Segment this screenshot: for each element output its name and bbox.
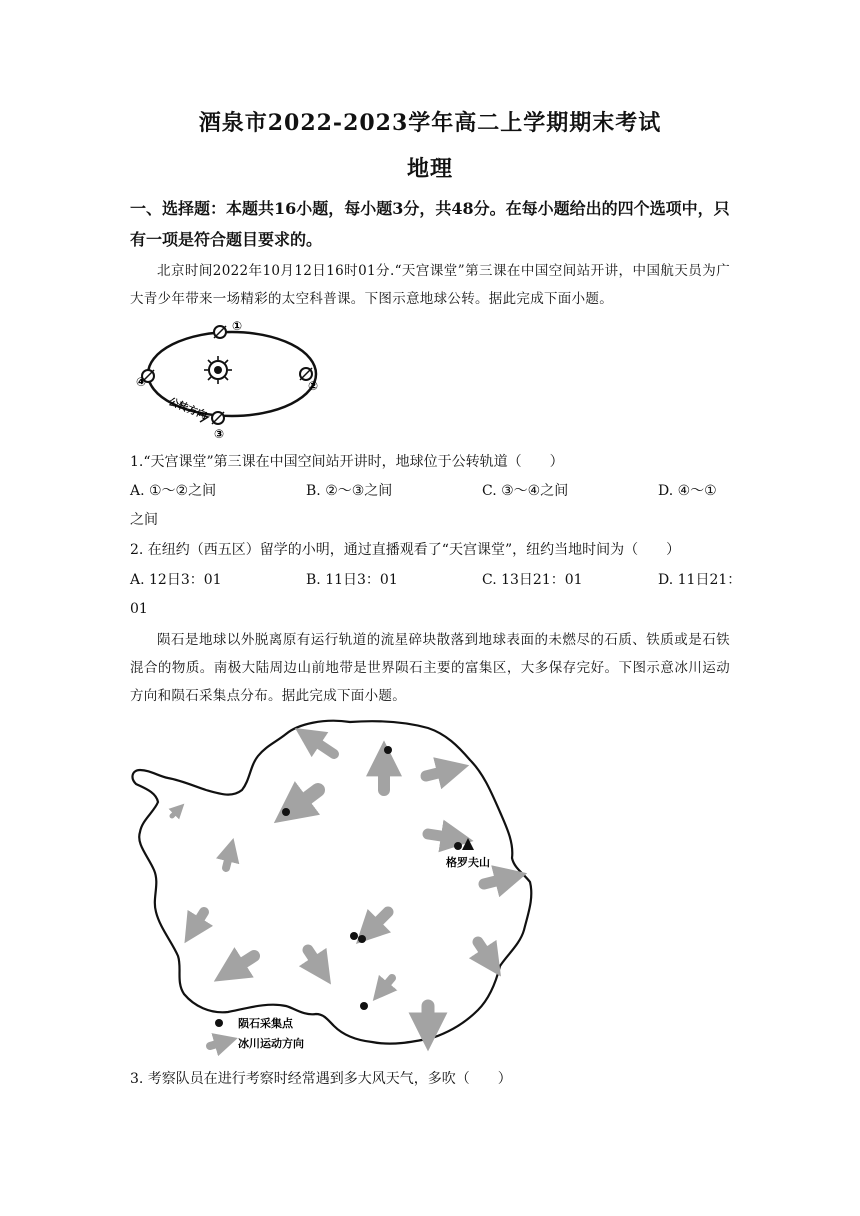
legend-meteorite-icon (215, 1019, 223, 1027)
glacier-arrow (428, 834, 454, 838)
revolution-direction-label: 公转方向 (166, 396, 209, 422)
glacier-arrow (226, 852, 230, 868)
meteorite-site-dot (360, 1002, 368, 1010)
question-2-stem: 2. 在纽约（西五区）留学的小明，通过直播观看了“天宫课堂”，纽约当地时间为（ ） (130, 542, 681, 558)
question-1-stem: 1.“天宫课堂”第三课在中国空间站开讲时，地球位于公转轨道（ ） (130, 454, 564, 470)
q1-option-a[interactable]: A. ①～②之间 (130, 483, 217, 499)
map-legend (210, 1016, 304, 1050)
marker-3: ③ (214, 427, 225, 441)
passage-2: 陨石是地球以外脱离原有运行轨道的流星碎块散落到地球表面的未燃尽的石质、铁质或是石铁混合的物质。南极大陆周边山前地带是世界陨石主要的富集区，大多保存完好。下图示意冰川运动方向和陨石采集点分布。据此完成下面小题。 (130, 632, 730, 704)
passage-1: 北京时间2022年10月12日16时01分.“天宫课堂”第三课在中国空间站开讲，中国航天员为广大青少年带来一场精彩的太空科普课。下图示意地球公转。据此完成下面小题。 (130, 263, 730, 307)
q2-option-c[interactable]: C. 13日21：01 (482, 572, 583, 588)
q1-option-d-continued: 之间 (130, 512, 158, 528)
glacier-arrow (484, 878, 508, 884)
earth-position-3 (212, 412, 224, 441)
meteorite-site-dot (282, 808, 290, 816)
q2-option-b[interactable]: B. 11日3：01 (306, 572, 398, 588)
question-3-stem: 3. 考察队员在进行考察时经常遇到多大风天气，多吹（ ） (130, 1071, 512, 1087)
meteorite-site-dot (350, 932, 358, 940)
glacier-arrow (426, 770, 450, 776)
q2-option-a[interactable]: A. 12日3：01 (130, 572, 222, 588)
q2-option-d[interactable]: D. 11日21： (658, 572, 742, 588)
legend-meteorite-label: 陨石采集点 (238, 1017, 293, 1030)
q1-option-d[interactable]: D. ④～① (658, 483, 717, 499)
earth-orbit-figure (134, 318, 330, 442)
marker-1: ① (232, 319, 243, 333)
marker-2: ② (308, 379, 319, 393)
meteorite-site-dot (454, 842, 462, 850)
exam-title: 酒泉市2022-2023学年高二上学期期末考试 (198, 110, 662, 136)
antarctica-map (128, 716, 538, 1068)
subject-title: 地理 (406, 156, 453, 182)
legend-glacier-arrow-icon (210, 1042, 224, 1046)
meteorite-site-dot (384, 746, 392, 754)
legend-glacier-label: 冰川运动方向 (238, 1037, 304, 1050)
section-heading: 一、选择题：本题共16小题，每小题3分，共48分。在每小题给出的四个选项中，只有一项是符合题目要求的。 (130, 199, 730, 249)
grove-mountains-label: 格罗夫山 (446, 856, 490, 869)
q1-option-b[interactable]: B. ②～③之间 (306, 483, 393, 499)
q2-option-d-continued: 01 (130, 601, 148, 617)
antarctica-coastline (133, 721, 532, 1044)
q1-option-c[interactable]: C. ③～④之间 (482, 483, 569, 499)
sun-icon (204, 356, 232, 384)
earth-position-1 (214, 319, 242, 338)
marker-4: ④ (136, 375, 147, 389)
meteorite-site-dot (358, 935, 366, 943)
